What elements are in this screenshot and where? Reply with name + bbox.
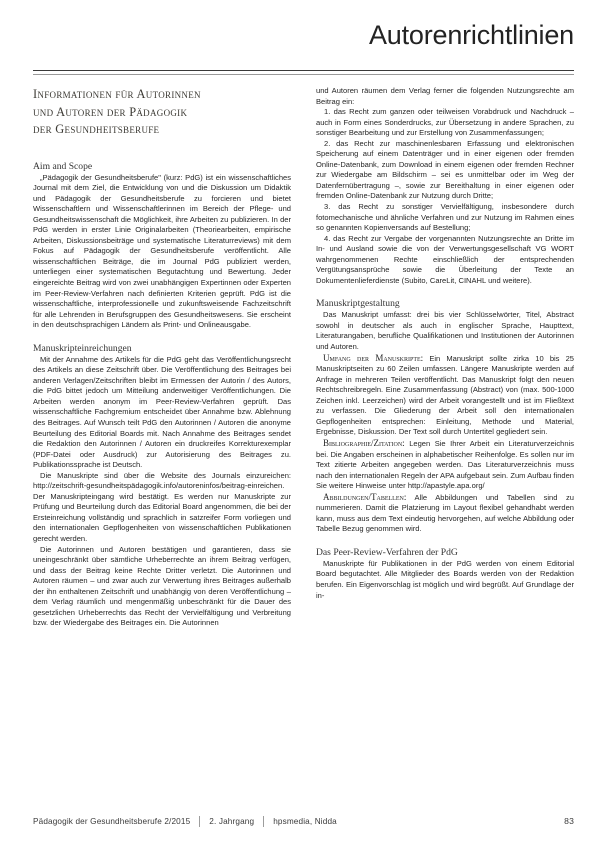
paragraph-copyright-guarantee: Die Autorinnen und Autoren bestätigen und garantieren, dass sie uneingeschränkt über sämtliche Urheberrechte an ihrem Beitrag verfügen, und dass der Beitrag keine Rechte Dritter verletzt. Die Autorinnen und Autoren räumen – und zwar auch zur Verwertung ihres Beitrages außerhalb der ihn enthaltenen Zeitschrift und unabhängig von deren Veröffentlichung – dem Verlag räumlich und mengenmäßig unbeschränkt für die Dauer des gesetzlichen Urheberrechts das Recht der Vervielfältigung und Verbreitung bzw. der Wiedergabe des Beitrages ein. Die Autorinnen: [33, 544, 291, 628]
footer-citation: [33, 816, 337, 827]
section-title: [33, 86, 291, 139]
paragraph-bibliography: [316, 438, 574, 492]
run-in-bibliographie-label: Bibliographie/Zitation:: [323, 437, 405, 448]
list-item-right-3: 3. das Recht zu sonstiger Vervielfältigung, insbesondere durch fotomechanische und ähnliche Verfahren und zur Nutzung im Rahmen eines so genannten Kopienversands auf Bestellung;: [316, 202, 574, 233]
page-footer: [33, 813, 574, 829]
section-title-line-2: und Autoren der Pädagogik: [33, 104, 188, 119]
paragraph-peer-review: Manuskripte für Publikationen in der PdG werden von einem Editorial Board begutachtet. Alle Mitglieder des Boards werden von der Redaktion berufen. Ein Eigenvorschlag ist möglich und wird begrüßt. Auf Grundlage der in-: [316, 558, 574, 600]
list-item-right-2: 2. das Recht zur maschinenlesbaren Erfassung und elektronischen Speicherung auf einem Datenträger und in einer eigenen oder fremden Online-Datenbank, zum Download in einem eigenen oder fremden Rechner zur Wiedergabe am Bildschirm – sei es unmittelbar oder im Weg der Datenfernübertragung –, sowie zur Bereithaltung in einer eigenen oder fremden Online-Datenbank zur Nutzung durch Dritte;: [316, 138, 574, 201]
run-in-umfang-label: Umfang der Manuskripte:: [323, 352, 424, 363]
list-item-right-4: 4. das Recht zur Vergabe der vorgenannten Nutzungsrechte an Dritte im In- und Ausland sowie die von der Verwertungsgesellschaft VG WORT wahrgenommenen Rechte einschließlich der entsprechenden Vergütungsansprüche sowie die Überleitung der Texte an Dokumentenlieferdienste (Subito, CareLit, CINAHL und weitere).: [316, 233, 574, 285]
run-in-abbildungen-label: Abbildungen/Tabellen:: [323, 491, 407, 502]
right-column: [316, 86, 574, 786]
paragraph-bibliography-text: Legen Sie Ihrer Arbeit ein Literaturverzeichnis bei. Die Angaben erscheinen in alphabetischer Reihenfolge. Es sollen nur im Text zitierte Arbeiten angegeben werden. Das Literaturverzeichnis muss nach den internationalen Regeln der APA aufgebaut sein. Zum Aufbau finden Sie weitere Hinweise unter http://apastyle.apa.org/: [316, 438, 574, 491]
paragraph-figures-tables-text: Alle Abbildungen und Tabellen sind zu nummerieren. Damit die Platzierung im Layout flexibel gehandhabt werden kann, muss aus dem Text eindeutig hervorgehen, auf welche Abbildung oder Tabelle Bezug genommen wird.: [316, 492, 574, 534]
article-columns: [33, 86, 574, 786]
paragraph-usage-rights-intro: und Autoren räumen dem Verlag ferner die folgenden Nutzungsrechte am Beitrag ein:: [316, 86, 574, 106]
paragraph-manuscript-contents: Das Manuskript umfasst: drei bis vier Schlüsselwörter, Titel, Abstract sowohl in deutscher als auch in englischer Sprache, Haupttext, Literaturangaben, berufliche Qualifikationen und Institutionen der Autorinnen und Autoren.: [316, 310, 574, 352]
page-title: Autorenrichtlinien: [368, 20, 574, 50]
footer-volume: 2. Jahrgang: [209, 816, 255, 826]
subhead-manuskripteinreichungen: Manuskripteinreichungen: [33, 342, 132, 354]
subhead-peer-review: Das Peer-Review-Verfahren der PdG: [316, 546, 458, 558]
paragraph-figures-tables: [316, 492, 574, 535]
subhead-aim-and-scope: Aim and Scope: [33, 160, 93, 172]
footer-journal: Pädagogik der Gesundheitsberufe 2/2015: [33, 816, 191, 826]
paragraph-submission-rights: Mit der Annahme des Artikels für die PdG geht das Veröffentlichungsrecht des Artikels an diese Zeitschrift über. Die Veröffentlichung des Beitrages bei anderen Verlagen/Zeitschriften bleibt im Ermessen der Autorin / des Autors, die PdG bittet jedoch um Mitteilung anderweitiger Veröffentlichungen. Die Arbeiten werden anonym im Peer-Review-Verfahren geprüft. Das wissenschaftliche Fachgremium entscheidet über Annahme bzw. Ablehnung des Beitrages. Auf Wunsch teilt PdG den Autorinnen / Autoren die anonyme Beurteilung des Editorial Boards mit. Nach Annahme des Beitrages sendet die Redaktion den Autorinnen / Autoren ein druckreifes Korrekturexemplar (PDF-Datei oder Ausdruck) zur Autorisierung des Beitrages zu. Publikationssprache ist Deutsch.: [33, 354, 291, 470]
footer-page-number: 83: [564, 816, 574, 826]
masthead: [33, 18, 574, 70]
paragraph-manuscript-length: [316, 353, 574, 438]
subhead-manuskriptgestaltung: Manuskriptgestaltung: [316, 298, 400, 310]
list-item-right-1: 1. das Recht zum ganzen oder teilweisen Vorabdruck und Nachdruck – auch in Form eines Sonderdrucks, zur Übersetzung in andere Sprachen, zu sonstiger Bearbeitung und zur Erstellung von Zusammenfassungen;: [316, 107, 574, 138]
paragraph-manuscript-length-text: Ein Manuskript sollte zirka 10 bis 25 Manuskriptseiten zu 60 Zeilen umfassen. Längere Manuskripte werden auf Anfrage in mehreren Teilen veröffentlicht. Das Manuskript folgt den neuen Rechtschreibregeln. Eine Zusammenfassung (Abstract) von (max. 500-1000 Zeichen inkl. Leerzeichen) wird der Arbeit vorangestellt und ist im Fließtext zu verfassen. Die Gliederung der Arbeit soll den internationalen Gepflogenheiten entsprechen: Einleitung, Methode und Material, Ergebnisse, Diskussion. Der Text soll durch Untertitel gegliedert sein.: [316, 353, 575, 437]
footer-divider-1: [199, 816, 200, 827]
section-title-line-3: der Gesundheitsberufe: [33, 122, 160, 136]
header-rule-thin: [33, 74, 574, 75]
header-rule: [33, 70, 574, 71]
paragraph-aim-and-scope: „Pädagogik der Gesundheitsberufe" (kurz: PdG) ist ein wissenschaftliches Journal mit dem Ziel, die Entwicklung von und die Diskussion um Didaktik und Pädagogik der Gesundheitsberufe zu forcieren und bietet Wissenschaftlern und Wissenschaftlerinnen im Bereich der Pflege- und Gesundheitswissenschaft die Möglichkeit, ihre Arbeiten zu publizieren. In der PdG werden in erster Linie Originalarbeiten (Theoriearbeiten, empirische Arbeiten, Diskussionsbeiträge und systematische Literaturreviews) mit dem Fokus auf Pädagogik der Gesundheitsberufe veröffentlicht. Alle wissenschaftlichen Beiträge, die im Journal PdG publiziert werden, unterliegen einer systematischen Begutachtung und Bewertung. Jeder eingereichte Beitrag wird von zwei unabhängigen Expertinnen oder Experten im Peer-Review-Verfahren nach definierten Kriterien geprüft. PdG ist die wissenschaftliche, interprofessionelle und zukunftsweisende Fachzeitschrift für alle Lehrenden in Berufsgruppen des Gesundheitswesens. Sie erscheint in den deutschsprachigen Ländern als Print- und Onlineausgabe.: [33, 172, 291, 330]
footer-divider-2: [263, 816, 264, 827]
paragraph-submission-website: Die Manuskripte sind über die Website des Journals einzureichen: http://zeitschrift-gesundheitspädagogik.info/autoreninfos/beitrag-einreichen. Der Manuskripteingang wird bestätigt. Es werden nur Manuskripte zur Prüfung und Beurteilung durch das Editorial Board angenommen, die bei der Ersteinreichung vollständig und sprachlich in satzreifer Form vorliegen und den internationalen Gepflogenheiten von wissenschaftlichen Publikationen gerecht werden.: [33, 470, 291, 543]
section-title-line-1: Informationen für Autorinnen: [33, 87, 201, 101]
left-column: [33, 86, 291, 786]
footer-publisher: hpsmedia, Nidda: [273, 816, 337, 826]
